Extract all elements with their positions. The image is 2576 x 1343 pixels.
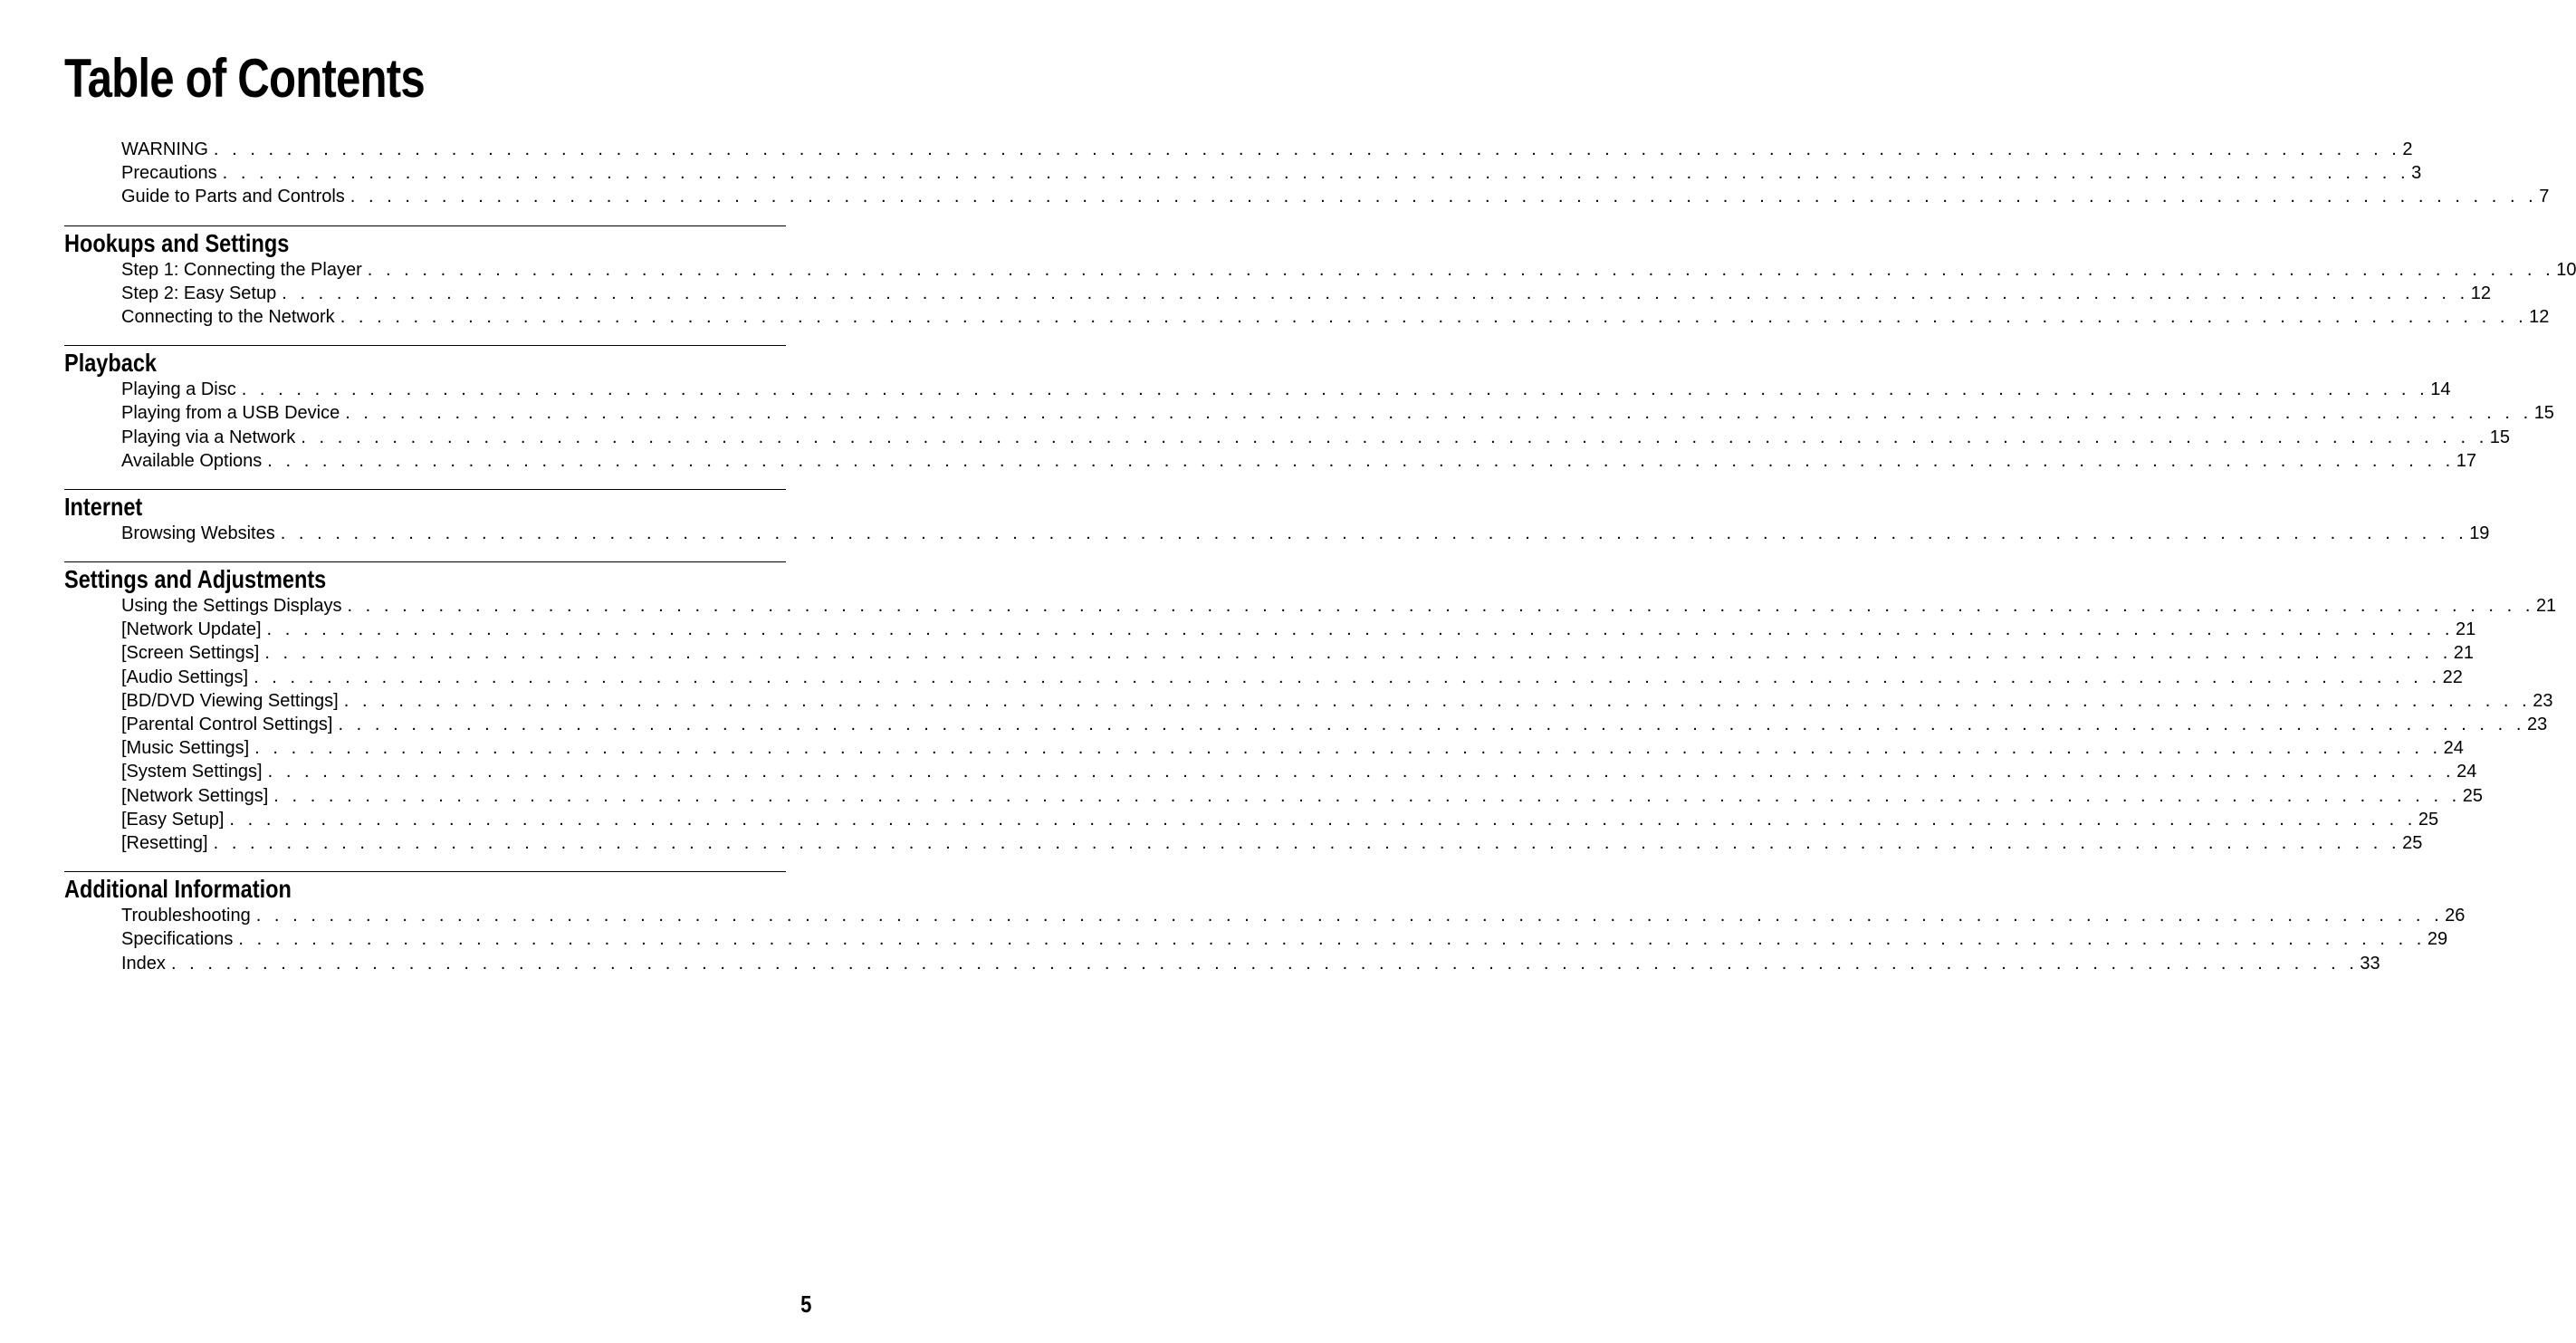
section-heading[interactable]: Settings and Adjustments [64,565,327,594]
toc-entry-label: Step 2: Easy Setup [121,283,277,303]
toc-entry-page: 22 [2442,667,2463,687]
section-heading[interactable]: Hookups and Settings [64,228,290,257]
toc-entry[interactable] [64,258,2576,282]
dot-leader: . . . . . . . . . . . . . . . . . . . . . . . . . . . . . . . . . . . . . . . . . . . . . . . . . . . . . . . . . . . . . . . . . . . . . . . . . . . . . . . . . . . . . . . . . . . . . . . . . . . . . . . . . . . . . . . . . . . . . . . . [229,809,2417,830]
toc-entry-page: 25 [2462,785,2484,806]
toc-entry-label: [Network Settings] [121,785,269,806]
toc-entry-label: [Music Settings] [121,738,250,759]
dot-leader: . . . . . . . . . . . . . . . . . . . . . . . . . . . . . . . . . . . . . . . . . . . . . . . . . . . . . . . . . . . . . . . . . . . . . . . . . . . . . . . . . . . . . . . . . . . . . . . . . . . . . . . . . . . . . . . . . . . . . . . . [301,427,2488,447]
dot-leader: . . . . . . . . . . . . . . . . . . . . . . . . . . . . . . . . . . . . . . . . . . . . . . . . . . . . . . . . . . . . . . . . . . . . . . . . . . . . . . . . . . . . . . . . . . . . . . . . . . . . . . . . . . . . . . . . . . . . . . . . [238,929,2426,950]
toc-entry[interactable] [64,185,2550,208]
toc-entry-label: [System Settings] [121,762,263,782]
dot-leader: . . . . . . . . . . . . . . . . . . . . . . . . . . . . . . . . . . . . . . . . . . . . . . . . . . . . . . . . . . . . . . . . . . . . . . . . . . . . . . . . . . . . . . . . . . . . . . . . . . . . . . . . . . . . . . . . . . . . . . . . [254,667,2441,687]
toc-entry[interactable] [64,426,2511,449]
dot-leader: . . . . . . . . . . . . . . . . . . . . . . . . . . . . . . . . . . . . . . . . . . . . . . . . . . . . . . . . . . . . . . . . . . . . . . . . . . . . . . . . . . . . . . . . . . . . . . . . . . . . . . . . . . . . . . . . . . . . . . . . [255,906,2444,926]
dot-leader: . . . . . . . . . . . . . . . . . . . . . . . . . . . . . . . . . . . . . . . . . . . . . . . . . . . . . . . . . . . . . . . . . . . . . . . . . . . . . . . . . . . . . . . . . . . . . . . . . . . . . . . . . . . . . . . . . . . . . . . . [343,690,2532,711]
dot-leader: . . . . . . . . . . . . . . . . . . . . . . . . . . . . . . . . . . . . . . . . . . . . . . . . . . . . . . . . . . . . . . . . . . . . . . . . . . . . . . . . . . . . . . . . . . . . . . . . . . . . . . . . . . . . . . . . . . . . . . . . [282,283,2469,303]
toc-entry[interactable] [64,378,2451,401]
toc-entry[interactable] [64,808,2439,831]
dot-leader: . . . . . . . . . . . . . . . . . . . . . . . . . . . . . . . . . . . . . . . . . . . . . . . . . . . . . . . . . . . . . . . . . . . . . . . . . . . . . . . . . . . . . . . . . . . . . . . . . . . . . . . . . . . . . . . . . . . . . . . . [347,596,2534,617]
dot-leader: . . . . . . . . . . . . . . . . . . . . . . . . . . . . . . . . . . . . . . . . . . . . . . . . . . . . . . . . . . . . . . . . . . . . . . . . . . . . . . . . . . . . . . . . . . . . . . . . . . . . . . . . . . . . . . . . . . . . . . . . [340,306,2528,327]
toc-entry-label: [Screen Settings] [121,643,260,664]
toc-entry[interactable] [64,161,2422,185]
dot-leader: . . . . . . . . . . . . . . . . . . . . . . . . . . . . . . . . . . . . . . . . . . . . . . . . . . . . . . . . . . . . . . . . . . . . . . . . . . . . . . . . . . . . . . . . . . . . . . . . . . . . . . . . . . . . . . . . . . . . . . . . [267,762,2456,782]
toc-entry-label: [BD/DVD Viewing Settings] [121,690,339,711]
toc-entry[interactable] [64,784,2484,808]
toc-section [64,871,2466,975]
toc-entry-page: 29 [2427,929,2448,950]
toc-entry-label: [Easy Setup] [121,809,225,830]
toc-entry-label: Precautions [121,163,217,184]
toc-entry[interactable] [64,736,2464,760]
section-heading[interactable]: Playback [64,349,157,378]
toc-entry-label: Step 1: Connecting the Player [121,259,362,280]
toc-entry-label: Specifications [121,929,234,950]
toc-entry[interactable] [64,282,2491,305]
toc-entry-page: 15 [2489,427,2511,447]
toc-section [64,225,2576,330]
toc-entry-label: Playing a Disc [121,379,236,400]
toc-entry-page: 7 [2539,187,2550,207]
toc-entry[interactable] [64,401,2554,425]
toc-entry-label: Playing from a USB Device [121,403,340,424]
toc-section [64,561,2557,855]
dot-leader: . . . . . . . . . . . . . . . . . . . . . . . . . . . . . . . . . . . . . . . . . . . . . . . . . . . . . . . . . . . . . . . . . . . . . . . . . . . . . . . . . . . . . . . . . . . . . . . . . . . . . . . . . . . . . . . . . . . . . . . . [267,450,2455,471]
toc-entry-page: 19 [2469,523,2490,543]
toc-entry[interactable] [64,689,2553,713]
toc-entry-page: 14 [2430,379,2451,400]
toc-entry-page: 12 [2529,306,2550,327]
dot-leader: . . . . . . . . . . . . . . . . . . . . . . . . . . . . . . . . . . . . . . . . . . . . . . . . . . . . . . . . . . . . . . . . . . . . . . . . . . . . . . . . . . . . . . . . . . . . . . . . . . . . . . . . . . . . . . . . . . . . . . . . [222,163,2410,184]
dot-leader: . . . . . . . . . . . . . . . . . . . . . . . . . . . . . . . . . . . . . . . . . . . . . . . . . . . . . . . . . . . . . . . . . . . . . . . . . . . . . . . . . . . . . . . . . . . . . . . . . . . . . . . . . . . . . . . . . . . . . . . . [273,785,2461,806]
toc-entry[interactable] [64,952,2380,975]
toc-entry-label: Available Options [121,450,263,471]
dot-leader: . . . . . . . . . . . . . . . . . . . . . . . . . . . . . . . . . . . . . . . . . . . . . . . . . . . . . . . . . . . . . . . . . . . . . . . . . . . . . . . . . . . . . . . . . . . . . . . . . . . . . . . . . . . . . . . . . . . . . . . . [213,832,2401,853]
dot-leader: . . . . . . . . . . . . . . . . . . . . . . . . . . . . . . . . . . . . . . . . . . . . . . . . . . . . . . . . . . . . . . . . . . . . . . . . . . . . . . . . . . . . . . . . . . . . . . . . . . . . . . . . . . . . . . . . . . . . . . . . [367,259,2555,280]
toc-entry-label: [Audio Settings] [121,667,249,687]
toc-entry-page: 12 [2470,283,2491,303]
toc-entry-page: 3 [2411,163,2422,184]
toc-entry-page: 23 [2526,715,2548,734]
toc-entry-page: 15 [2533,403,2554,424]
table-of-contents [64,138,2576,975]
toc-entry-page: 17 [2456,450,2477,471]
toc-section [64,489,2490,545]
toc-entry[interactable] [64,594,2557,618]
dot-leader: . . . . . . . . . . . . . . . . . . . . . . . . . . . . . . . . . . . . . . . . . . . . . . . . . . . . . . . . . . . . . . . . . . . . . . . . . . . . . . . . . . . . . . . . . . . . . . . . . . . . . . . . . . . . . . . . . . . . . . . . [254,738,2442,759]
dot-leader: . . . . . . . . . . . . . . . . . . . . . . . . . . . . . . . . . . . . . . . . . . . . . . . . . . . . . . . . . . . . . . . . . . . . . . . . . . . . . . . . . . . . . . . . . . . . . . . . . . . . . . . . . . . . . . . . . . . . . . . . [264,643,2452,664]
toc-entry-label: [Network Update] [121,619,262,640]
toc-entry-page: 21 [2535,596,2557,617]
dot-leader: . . . . . . . . . . . . . . . . . . . . . . . . . . . . . . . . . . . . . . . . . . . . . . . . . . . . . . . . . . . . . . . . . . . . . . . . . . . . . . . . . . . . . . . . . . . . . . . . . . . . . . . . . . . . . . . . . . . . . . . . [170,953,2359,974]
page-number: 5 [800,1290,811,1318]
toc-entry[interactable] [64,666,2463,689]
toc-entry-label: Connecting to the Network [121,306,335,327]
dot-leader: . . . . . . . . . . . . . . . . . . . . . . . . . . . . . . . . . . . . . . . . . . . . . . . . . . . . . . . . . . . . . . . . . . . . . . . . . . . . . . . . . . . . . . . . . . . . . . . . . . . . . . . . . . . . . . . . . . . . . . . . [280,523,2468,543]
section-heading[interactable]: Additional Information [64,875,292,904]
toc-entry-label: Troubleshooting [121,906,251,926]
page-title: Table of Contents [64,48,425,109]
toc-entry[interactable] [64,760,2477,783]
toc-entry[interactable] [64,927,2448,951]
toc-entry[interactable] [64,522,2490,545]
toc-entry[interactable] [64,449,2477,473]
toc-section [64,345,2554,473]
section-heading[interactable]: Internet [64,492,143,521]
toc-entry-page: 10 [2556,259,2576,280]
toc-entry-page: 25 [2418,809,2439,830]
dot-leader: . . . . . . . . . . . . . . . . . . . . . . . . . . . . . . . . . . . . . . . . . . . . . . . . . . . . . . . . . . . . . . . . . . . . . . . . . . . . . . . . . . . . . . . . . . . . . . . . . . . . . . . . . . . . . . . . . . . . . . . . [241,379,2429,400]
toc-entry-page: 2 [2402,139,2413,159]
dot-leader: . . . . . . . . . . . . . . . . . . . . . . . . . . . . . . . . . . . . . . . . . . . . . . . . . . . . . . . . . . . . . . . . . . . . . . . . . . . . . . . . . . . . . . . . . . . . . . . . . . . . . . . . . . . . . . . . . . . . . . . . [266,619,2454,640]
toc-entry-label: [Resetting] [121,832,208,853]
toc-entry[interactable] [64,641,2475,665]
dot-leader: . . . . . . . . . . . . . . . . . . . . . . . . . . . . . . . . . . . . . . . . . . . . . . . . . . . . . . . . . . . . . . . . . . . . . . . . . . . . . . . . . . . . . . . . . . . . . . . . . . . . . . . . . . . . . . . . . . . . . . . . [350,187,2538,207]
toc-entry-page: 26 [2445,906,2466,926]
toc-entry-page: 21 [2456,619,2476,640]
toc-entry-label: Playing via a Network [121,427,296,447]
toc-entry[interactable] [64,831,2423,855]
toc-entry-label: [Parental Control Settings] [121,715,333,734]
toc-entry-label: Browsing Websites [121,523,275,543]
dot-leader: . . . . . . . . . . . . . . . . . . . . . . . . . . . . . . . . . . . . . . . . . . . . . . . . . . . . . . . . . . . . . . . . . . . . . . . . . . . . . . . . . . . . . . . . . . . . . . . . . . . . . . . . . . . . . . . . . . . . . . . . [213,139,2401,159]
toc-entry-page: 23 [2533,690,2553,711]
toc-entry[interactable] [64,305,2550,329]
toc-entry[interactable] [64,138,2413,161]
toc-entry[interactable] [64,713,2548,736]
toc-entry-page: 25 [2402,832,2423,853]
toc-entry[interactable] [64,904,2466,927]
toc-entry-label: Guide to Parts and Controls [121,187,345,207]
dot-leader: . . . . . . . . . . . . . . . . . . . . . . . . . . . . . . . . . . . . . . . . . . . . . . . . . . . . . . . . . . . . . . . . . . . . . . . . . . . . . . . . . . . . . . . . . . . . . . . . . . . . . . . . . . . . . . . . . . . . . . . . [345,403,2533,424]
toc-entry-page: 24 [2443,738,2464,759]
intro-entries [64,138,2550,209]
toc-entry-page: 33 [2360,953,2380,974]
dot-leader: . . . . . . . . . . . . . . . . . . . . . . . . . . . . . . . . . . . . . . . . . . . . . . . . . . . . . . . . . . . . . . . . . . . . . . . . . . . . . . . . . . . . . . . . . . . . . . . . . . . . . . . . . . . . . . . . . . . . . . . . [338,715,2525,734]
toc-entry-label: Using the Settings Displays [121,596,342,617]
toc-entry-page: 21 [2453,643,2475,664]
toc-entry[interactable] [64,618,2476,641]
toc-entry-label: WARNING [121,139,208,159]
toc-entry-page: 24 [2456,762,2477,782]
toc-entry-label: Index [121,953,166,974]
